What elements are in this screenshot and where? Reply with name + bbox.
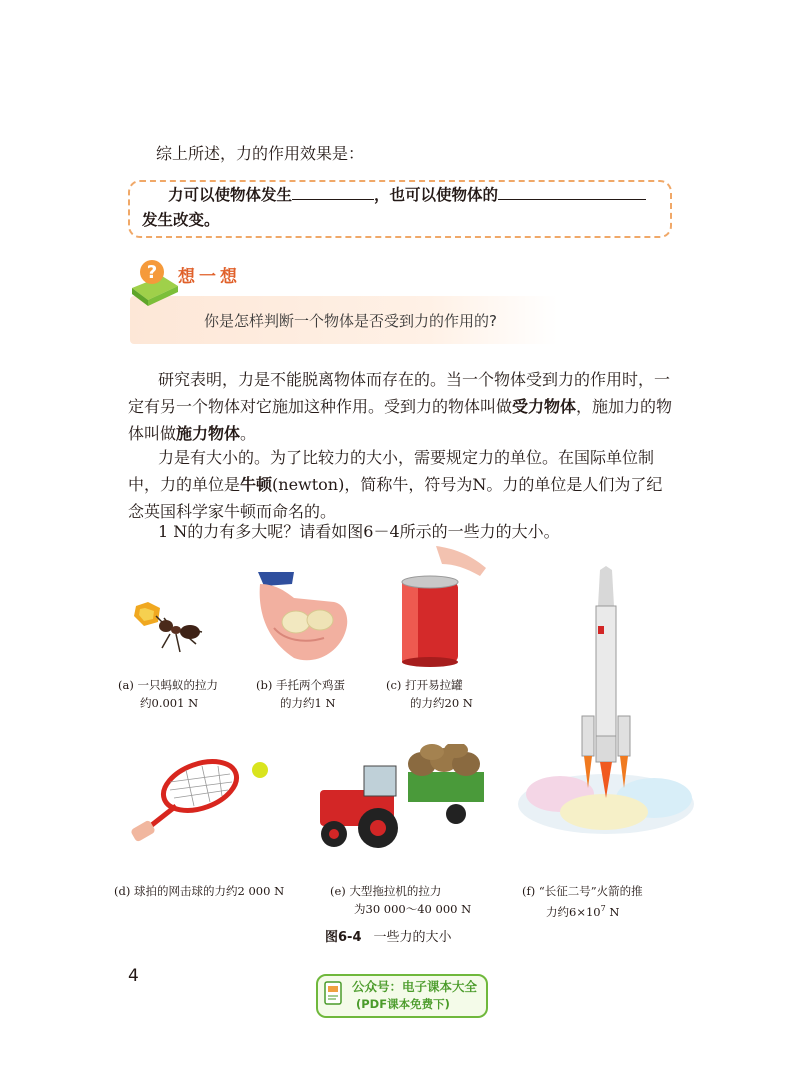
svg-text:?: ? (146, 262, 158, 283)
p2-line2b-text: (newton)，简称牛，符号为N。力的单位是人们为了纪 (272, 475, 663, 494)
p1-line2-text: 定有另一个物体对它施加这种作用。受到力的物体叫做 (128, 397, 513, 416)
p2-line2a-text: 中，力的单位是 (128, 475, 241, 494)
paragraph-1-line-2 (128, 393, 688, 420)
summary-part1: 力可以使物体发生 (168, 186, 293, 204)
summary-intro: 综上所述，力的作用效果是： (156, 144, 365, 163)
page-number: 4 (128, 966, 139, 986)
paragraph-2-line-2 (128, 471, 688, 498)
caption-c-line2: 的力约20 N (410, 696, 473, 710)
caption-f-line2 (522, 900, 643, 921)
think-question: 你是怎样判断一个物体是否受到力的作用的? (204, 312, 497, 330)
soda-can-image (396, 542, 496, 670)
book-icon (322, 979, 346, 1009)
watermark-line1: 公众号：电子课本大全 (352, 979, 478, 994)
summary-box-text (142, 183, 662, 233)
paragraph-2-line-1: 力是有大小的。为了比较力的大小，需要规定力的单位。在国际单位制 (158, 448, 655, 467)
think-title: 想一想 (178, 267, 241, 287)
figure-title (325, 926, 452, 945)
fill-blank-2 (498, 183, 646, 200)
tennis-racket-image (124, 752, 274, 848)
paragraph-1-line-3 (128, 420, 688, 447)
tractor-image (306, 744, 488, 854)
caption-b-line1: (b) 手托两个鸡蛋 (256, 678, 345, 692)
p1-line2b-text: ，施加力的物 (576, 397, 673, 416)
caption-f-line2a: 力约6×10 (546, 904, 601, 919)
hand-eggs-image (254, 568, 354, 668)
caption-e-line1: (e) 大型拖拉机的拉力 (330, 884, 442, 898)
rocket-image (514, 566, 698, 836)
caption-b (256, 676, 345, 712)
figure-label: 图6-4 (325, 930, 362, 945)
p1-line3a-text: 体叫做 (128, 424, 177, 443)
caption-e (330, 882, 471, 918)
watermark-line2: (PDF课本免费下) (356, 997, 450, 1011)
fill-blank-1 (292, 183, 374, 200)
ant-image (128, 598, 210, 662)
caption-b-line2: 的力约1 N (280, 696, 336, 710)
paragraph-1 (128, 366, 688, 447)
p1-line3b-text: 。 (240, 424, 257, 443)
caption-f-line1: (f) “长征二号”火箭的推 (522, 884, 643, 898)
caption-f-line2b: N (605, 904, 620, 919)
caption-d: (d) 球拍的网击球的力约2 000 N (114, 884, 285, 898)
caption-f (522, 882, 643, 921)
paragraph-2 (128, 444, 688, 525)
caption-c (386, 676, 473, 712)
caption-e-line2: 为30 000～40 000 N (354, 902, 472, 916)
term-receiver: 受力物体 (512, 397, 577, 416)
figure-caption: 一些力的大小 (373, 930, 452, 945)
caption-a-line2: 约0.001 N (140, 696, 199, 710)
paragraph-3: 1 N的力有多大呢？请看如图6－4所示的一些力的大小。 (158, 522, 560, 541)
caption-a (118, 676, 218, 712)
term-newton: 牛顿 (240, 475, 273, 494)
term-exerter: 施力物体 (176, 424, 241, 443)
paragraph-2-line-3: 念英国科学家牛顿而命名的。 (128, 502, 337, 521)
paragraph-1-line-1: 研究表明，力是不能脱离物体而存在的。当一个物体受到力的作用时，一 (158, 370, 671, 389)
summary-part2: ，也可以使物体的 (374, 186, 499, 204)
caption-c-line1: (c) 打开易拉罐 (386, 678, 463, 692)
think-book-icon (126, 252, 186, 310)
summary-part3: 发生改变。 (142, 211, 220, 229)
caption-a-line1: (a) 一只蚂蚁的拉力 (118, 678, 218, 692)
caption-f-exponent: 7 (600, 904, 606, 913)
